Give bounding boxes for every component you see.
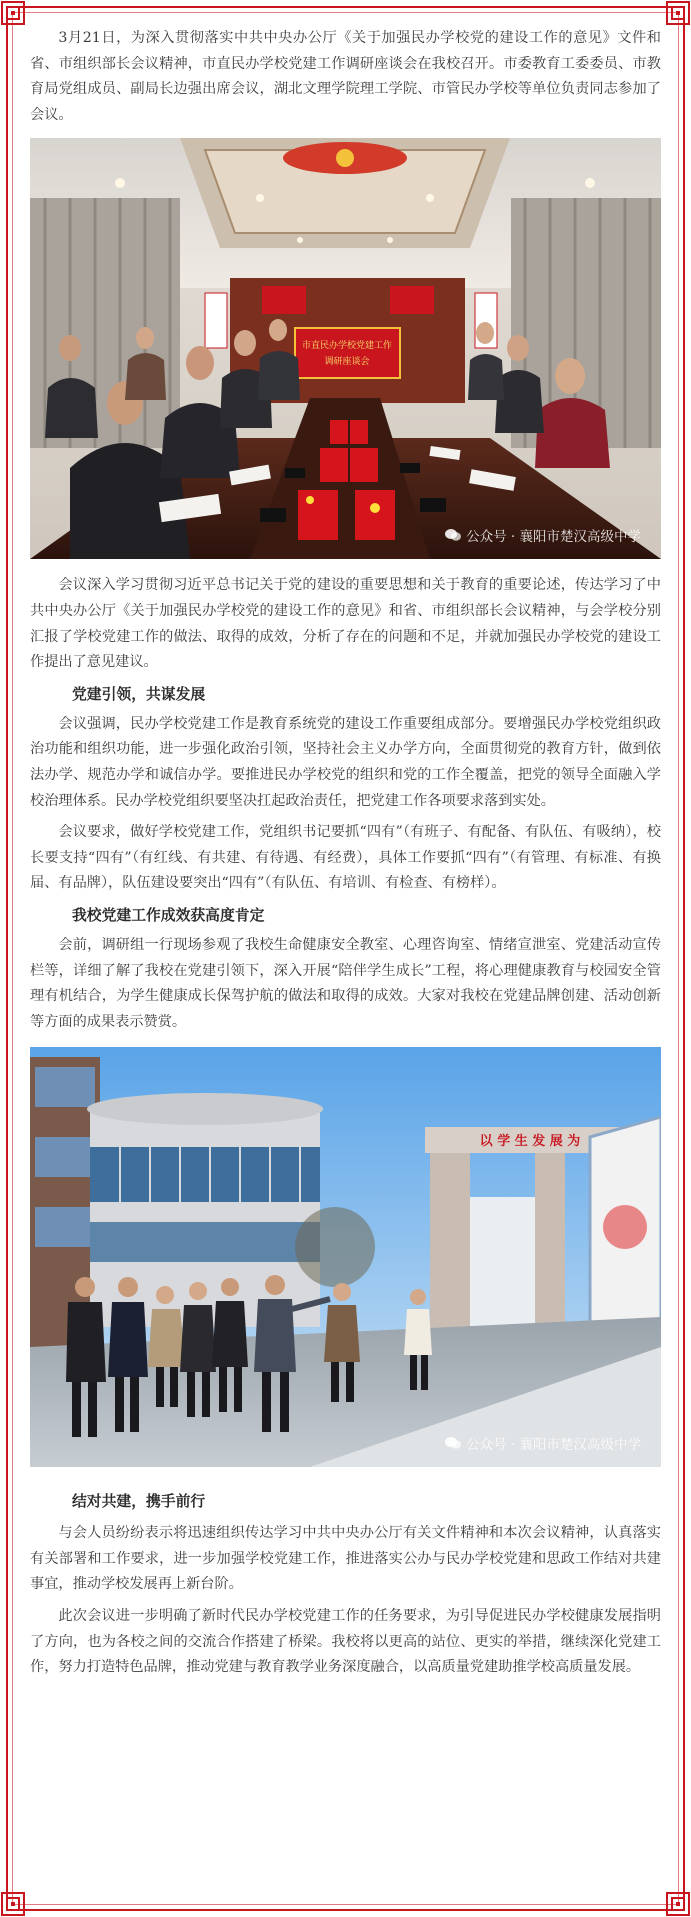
- watermark: [445, 525, 641, 545]
- meeting-photo[interactable]: [30, 138, 661, 559]
- gate-sign: 以 学 生 发 展 为: [479, 1134, 581, 1150]
- section-heading-1: 党建引领，共谋发展: [72, 685, 206, 703]
- corner-ornament-icon: [0, 1891, 26, 1917]
- section-heading-2: 我校党建工作成效获高度肯定: [72, 906, 265, 924]
- corner-ornament-icon: [665, 1891, 691, 1917]
- paragraph-emphasis: 会议强调，民办学校党建工作是教育系统党的建设工作重要组成部分。要增强民办学校党组织政治功能和组织功能，进一步强化政治引领，坚持社会主义办学方向，全面贯彻党的教育方针，做到依法办学、规范办学和诚信办学。要推进民办学校党的组织和党的工作全覆盖，把党的领导全面融入学校治理体系。民办学校党组织要坚决扛起政治责任，把党建工作各项要求落到实处。: [30, 715, 661, 809]
- paragraph-feedback: 与会人员纷纷表示将迅速组织传达学习中共中央办公厅有关文件精神和本次会议精神，认真落实有关部署和工作要求，进一步加强学校党建工作，推进落实公办与民办学校党建和思政工作结对共建事宜，推动学校发展再上新台阶。: [30, 1525, 661, 1593]
- paragraph-visit: 会前，调研组一行现场参观了我校生命健康安全教室、心理咨询室、情绪宣泄室、党建活动宣传栏等，详细了解了我校在党建引领下，深入开展“陪伴学生成长”工程，将心理健康教育与校园安全管理有机结合，为学生健康成长保驾护航的做法和取得的成效。大家对我校在党建品牌创建、活动创新等方面的成果表示赞赏。: [30, 936, 661, 1030]
- screen-subtitle: 调研座谈会: [324, 357, 370, 368]
- campus-visit-photo[interactable]: [30, 1047, 661, 1467]
- watermark: [445, 1433, 641, 1453]
- screen-title: 市直民办学校党建工作: [301, 341, 393, 352]
- wechat-icon: [445, 528, 461, 542]
- watermark-text: 公众号 · 襄阳市楚汉高级中学: [466, 1437, 641, 1454]
- paragraph-conclusion: 此次会议进一步明确了新时代民办学校党建工作的任务要求，为引导促进民办学校健康发展指明了方向，也为各校之间的交流合作搭建了桥梁。我校将以更高的站位、更实的举措，继续深化党建工作，努力打造特色品牌，推动党建与教育教学业务深度融合，以高质量党建助推学校高质量发展。: [30, 1608, 661, 1676]
- paragraph-intro: 3月21日，为深入贯彻落实中共中央办公厅《关于加强民办学校党的建设工作的意见》文件和省、市组织部长会议精神，市直民办学校党建工作调研座谈会在我校召开。市委教育工委委员、市教育局党组成员、副局长边强出席会议，湖北文理学院理工学院、市管民办学校等单位负责同志参加了会议。: [30, 30, 661, 123]
- watermark-text: 公众号 · 襄阳市楚汉高级中学: [466, 529, 641, 546]
- section-heading-3: 结对共建，携手前行: [72, 1493, 206, 1511]
- article-body: [30, 26, 661, 1681]
- paragraph-requirements: 会议要求，做好学校党建工作，党组织书记要抓“四有”（有班子、有配备、有队伍、有吸纳），校长要支持“四有”（有红线、有共建、有待遇、有经费），具体工作要抓“四有”（有管理、有标准、有换届、有品牌），队伍建设要突出“四有”（有队伍、有培训、有检查、有榜样）。: [30, 824, 661, 892]
- corner-ornament-icon: [0, 0, 26, 26]
- corner-ornament-icon: [665, 0, 691, 26]
- paragraph-summary: 会议深入学习贯彻习近平总书记关于党的建设的重要思想和关于教育的重要论述，传达学习了中共中央办公厅《关于加强民办学校党的建设工作的意见》和省、市组织部长会议精神，与会学校分别汇报了学校党建工作的做法、取得的成效，分析了存在的问题和不足，并就加强民办学校党的建设工作提出了意见建议。: [30, 577, 661, 671]
- wechat-icon: [445, 1436, 461, 1450]
